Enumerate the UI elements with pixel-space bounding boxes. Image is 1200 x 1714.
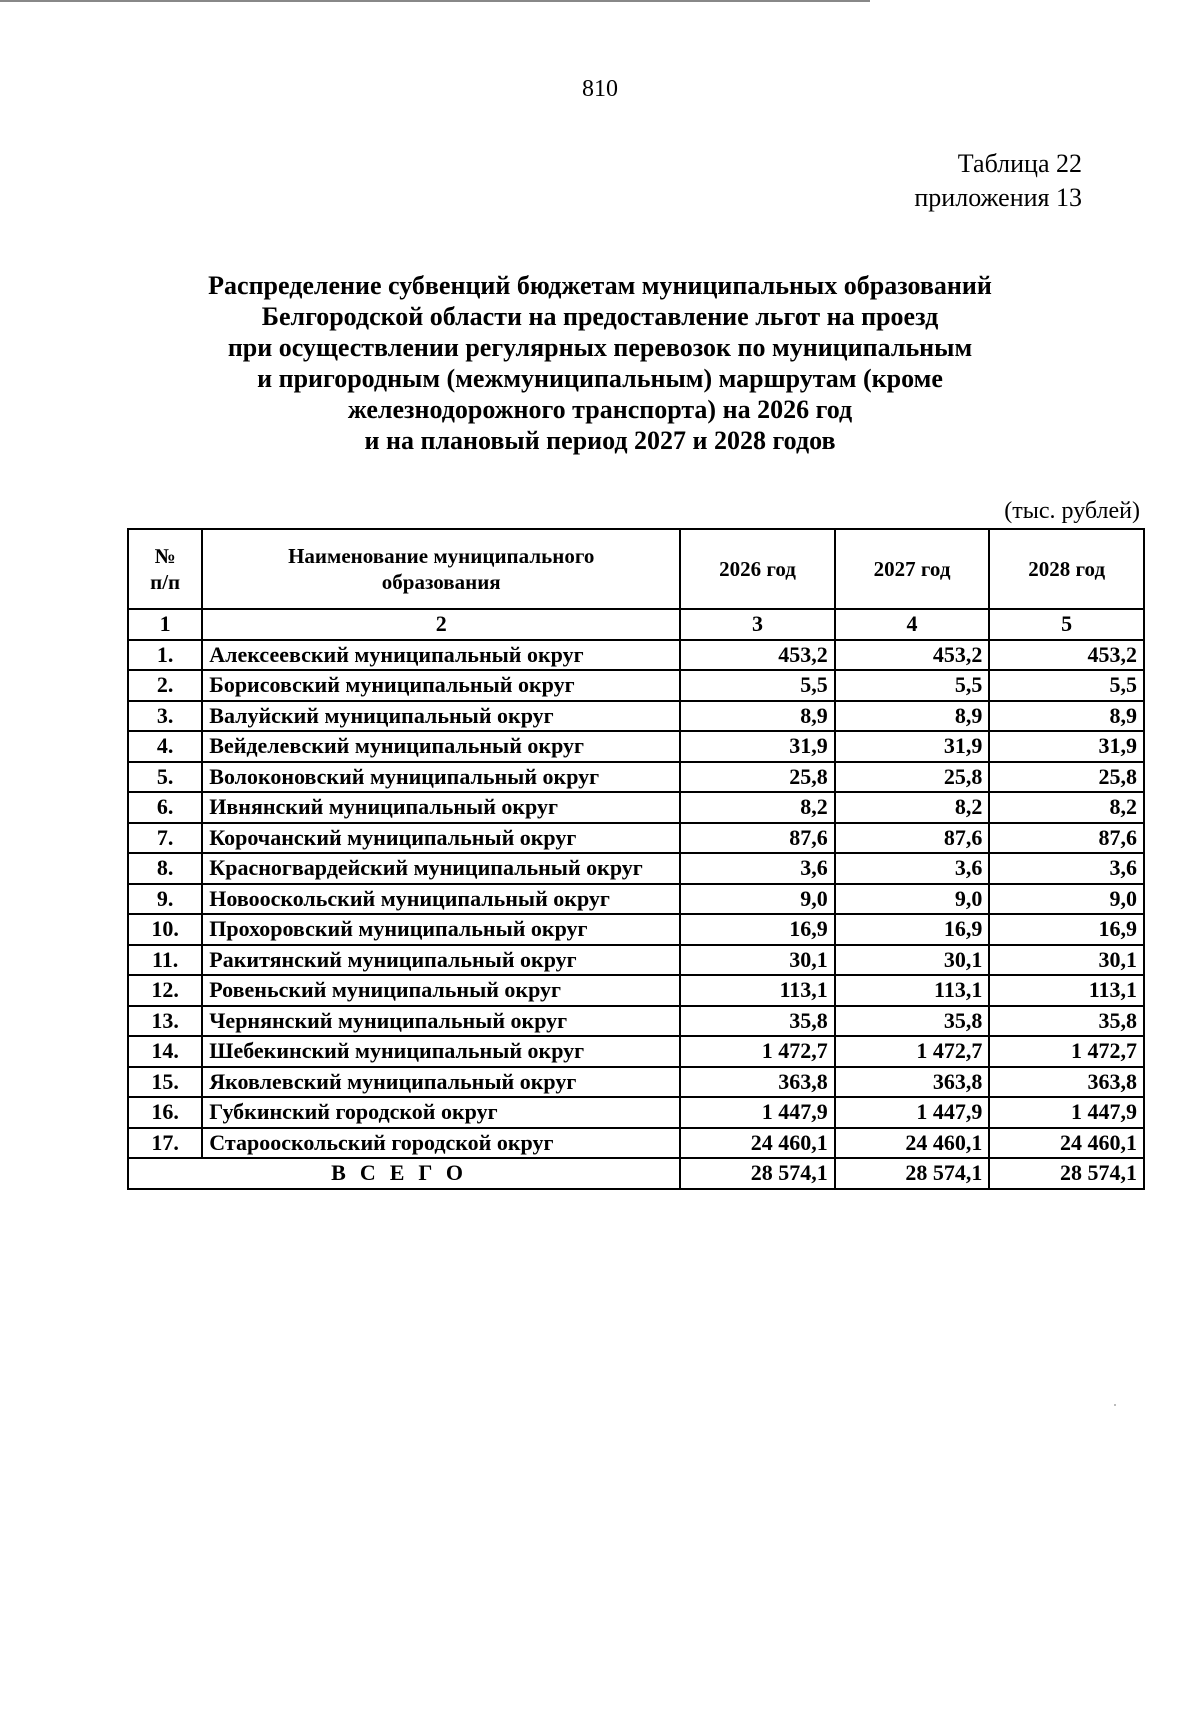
value-2026: 8,9 xyxy=(680,701,835,732)
value-2027: 16,9 xyxy=(835,914,990,945)
value-2026: 453,2 xyxy=(680,640,835,671)
top-edge-line xyxy=(0,0,870,2)
municipality-name: Алексеевский муниципальный округ xyxy=(202,640,680,671)
header-name: Наименование муниципального образования xyxy=(202,529,680,609)
value-2026: 30,1 xyxy=(680,945,835,976)
table-header-row xyxy=(128,529,1144,609)
row-number: 4. xyxy=(128,731,202,762)
row-number: 5. xyxy=(128,762,202,793)
table-row xyxy=(128,1006,1144,1037)
municipality-name: Корочанский муниципальный округ xyxy=(202,823,680,854)
subvention-table xyxy=(127,528,1145,1190)
caption-appendix: приложения 13 xyxy=(914,183,1082,212)
value-2028: 453,2 xyxy=(989,640,1144,671)
municipality-name: Яковлевский муниципальный округ xyxy=(202,1067,680,1098)
total-2028: 28 574,1 xyxy=(989,1158,1144,1189)
value-2026: 24 460,1 xyxy=(680,1128,835,1159)
municipality-name: Вейделевский муниципальный округ xyxy=(202,731,680,762)
table-row xyxy=(128,914,1144,945)
table-row xyxy=(128,762,1144,793)
municipality-name: Старооскольский городской округ xyxy=(202,1128,680,1159)
value-2027: 363,8 xyxy=(835,1067,990,1098)
row-number: 9. xyxy=(128,884,202,915)
value-2026: 1 472,7 xyxy=(680,1036,835,1067)
value-2027: 30,1 xyxy=(835,945,990,976)
page-number: 810 xyxy=(582,76,618,102)
table-row xyxy=(128,945,1144,976)
table-row xyxy=(128,823,1144,854)
table-row xyxy=(128,853,1144,884)
table-row xyxy=(128,670,1144,701)
value-2027: 8,2 xyxy=(835,792,990,823)
row-number: 13. xyxy=(128,1006,202,1037)
row-number: 3. xyxy=(128,701,202,732)
value-2028: 25,8 xyxy=(989,762,1144,793)
value-2026: 1 447,9 xyxy=(680,1097,835,1128)
municipality-name: Новооскольский муниципальный округ xyxy=(202,884,680,915)
row-number: 6. xyxy=(128,792,202,823)
value-2028: 1 472,7 xyxy=(989,1036,1144,1067)
value-2027: 87,6 xyxy=(835,823,990,854)
total-2026: 28 574,1 xyxy=(680,1158,835,1189)
value-2027: 1 447,9 xyxy=(835,1097,990,1128)
row-number: 14. xyxy=(128,1036,202,1067)
header-2028: 2028 год xyxy=(989,529,1144,609)
table-row xyxy=(128,731,1144,762)
value-2026: 363,8 xyxy=(680,1067,835,1098)
column-index-row xyxy=(128,609,1144,640)
table-row xyxy=(128,640,1144,671)
value-2026: 25,8 xyxy=(680,762,835,793)
value-2028: 16,9 xyxy=(989,914,1144,945)
value-2028: 31,9 xyxy=(989,731,1144,762)
row-number: 1. xyxy=(128,640,202,671)
value-2027: 453,2 xyxy=(835,640,990,671)
municipality-name: Красногвардейский муниципальный округ xyxy=(202,853,680,884)
title-line: Белгородской области на предоставление льгот на проезд xyxy=(261,302,939,331)
value-2026: 31,9 xyxy=(680,731,835,762)
title-line: при осуществлении регулярных перевозок по муниципальным xyxy=(227,333,973,362)
value-2027: 31,9 xyxy=(835,731,990,762)
value-2028: 9,0 xyxy=(989,884,1144,915)
table-caption xyxy=(914,147,1082,215)
header-2026: 2026 год xyxy=(680,529,835,609)
value-2027: 5,5 xyxy=(835,670,990,701)
total-label: ВСЕГО xyxy=(128,1158,680,1189)
municipality-name: Ракитянский муниципальный округ xyxy=(202,945,680,976)
value-2026: 9,0 xyxy=(680,884,835,915)
municipality-name: Борисовский муниципальный округ xyxy=(202,670,680,701)
row-number: 11. xyxy=(128,945,202,976)
title-line: и на плановый период 2027 и 2028 годов xyxy=(364,426,836,455)
table-row xyxy=(128,975,1144,1006)
municipality-name: Ровеньский муниципальный округ xyxy=(202,975,680,1006)
value-2028: 87,6 xyxy=(989,823,1144,854)
header-2027: 2027 год xyxy=(835,529,990,609)
title-line: железнодорожного транспорта) на 2026 год xyxy=(347,395,853,424)
value-2027: 9,0 xyxy=(835,884,990,915)
total-row xyxy=(128,1158,1144,1189)
index-cell: 5 xyxy=(989,609,1144,640)
document-title xyxy=(0,270,1200,456)
value-2028: 363,8 xyxy=(989,1067,1144,1098)
row-number: 7. xyxy=(128,823,202,854)
municipality-name: Прохоровский муниципальный округ xyxy=(202,914,680,945)
table-row xyxy=(128,792,1144,823)
municipality-name: Губкинский городской округ xyxy=(202,1097,680,1128)
index-cell: 2 xyxy=(202,609,680,640)
table-row xyxy=(128,701,1144,732)
value-2028: 113,1 xyxy=(989,975,1144,1006)
index-cell: 4 xyxy=(835,609,990,640)
municipality-name: Валуйский муниципальный округ xyxy=(202,701,680,732)
value-2027: 1 472,7 xyxy=(835,1036,990,1067)
row-number: 17. xyxy=(128,1128,202,1159)
value-2026: 5,5 xyxy=(680,670,835,701)
value-2026: 35,8 xyxy=(680,1006,835,1037)
value-2026: 3,6 xyxy=(680,853,835,884)
value-2028: 35,8 xyxy=(989,1006,1144,1037)
value-2027: 3,6 xyxy=(835,853,990,884)
row-number: 2. xyxy=(128,670,202,701)
table-row xyxy=(128,1036,1144,1067)
value-2028: 24 460,1 xyxy=(989,1128,1144,1159)
title-line: Распределение субвенций бюджетам муниципальных образований xyxy=(208,271,992,300)
index-cell: 1 xyxy=(128,609,202,640)
total-2027: 28 574,1 xyxy=(835,1158,990,1189)
table-row xyxy=(128,1067,1144,1098)
value-2027: 24 460,1 xyxy=(835,1128,990,1159)
value-2026: 87,6 xyxy=(680,823,835,854)
value-2027: 113,1 xyxy=(835,975,990,1006)
row-number: 12. xyxy=(128,975,202,1006)
value-2028: 8,2 xyxy=(989,792,1144,823)
value-2027: 8,9 xyxy=(835,701,990,732)
municipality-name: Чернянский муниципальный округ xyxy=(202,1006,680,1037)
table-row xyxy=(128,884,1144,915)
value-2028: 30,1 xyxy=(989,945,1144,976)
units-note: (тыс. рублей) xyxy=(1004,498,1140,524)
row-number: 15. xyxy=(128,1067,202,1098)
table-row xyxy=(128,1097,1144,1128)
value-2027: 35,8 xyxy=(835,1006,990,1037)
municipality-name: Волоконовский муниципальный округ xyxy=(202,762,680,793)
value-2028: 5,5 xyxy=(989,670,1144,701)
value-2027: 25,8 xyxy=(835,762,990,793)
municipality-name: Ивнянский муниципальный округ xyxy=(202,792,680,823)
value-2026: 8,2 xyxy=(680,792,835,823)
value-2028: 3,6 xyxy=(989,853,1144,884)
value-2028: 8,9 xyxy=(989,701,1144,732)
municipality-name: Шебекинский муниципальный округ xyxy=(202,1036,680,1067)
table-row xyxy=(128,1128,1144,1159)
value-2028: 1 447,9 xyxy=(989,1097,1144,1128)
row-number: 10. xyxy=(128,914,202,945)
header-number: № п/п xyxy=(128,529,202,609)
scan-speck xyxy=(1114,1404,1116,1406)
row-number: 8. xyxy=(128,853,202,884)
index-cell: 3 xyxy=(680,609,835,640)
value-2026: 113,1 xyxy=(680,975,835,1006)
value-2026: 16,9 xyxy=(680,914,835,945)
title-line: и пригородным (межмуниципальным) маршрутам (кроме xyxy=(257,364,943,393)
row-number: 16. xyxy=(128,1097,202,1128)
caption-table-number: Таблица 22 xyxy=(957,149,1082,178)
